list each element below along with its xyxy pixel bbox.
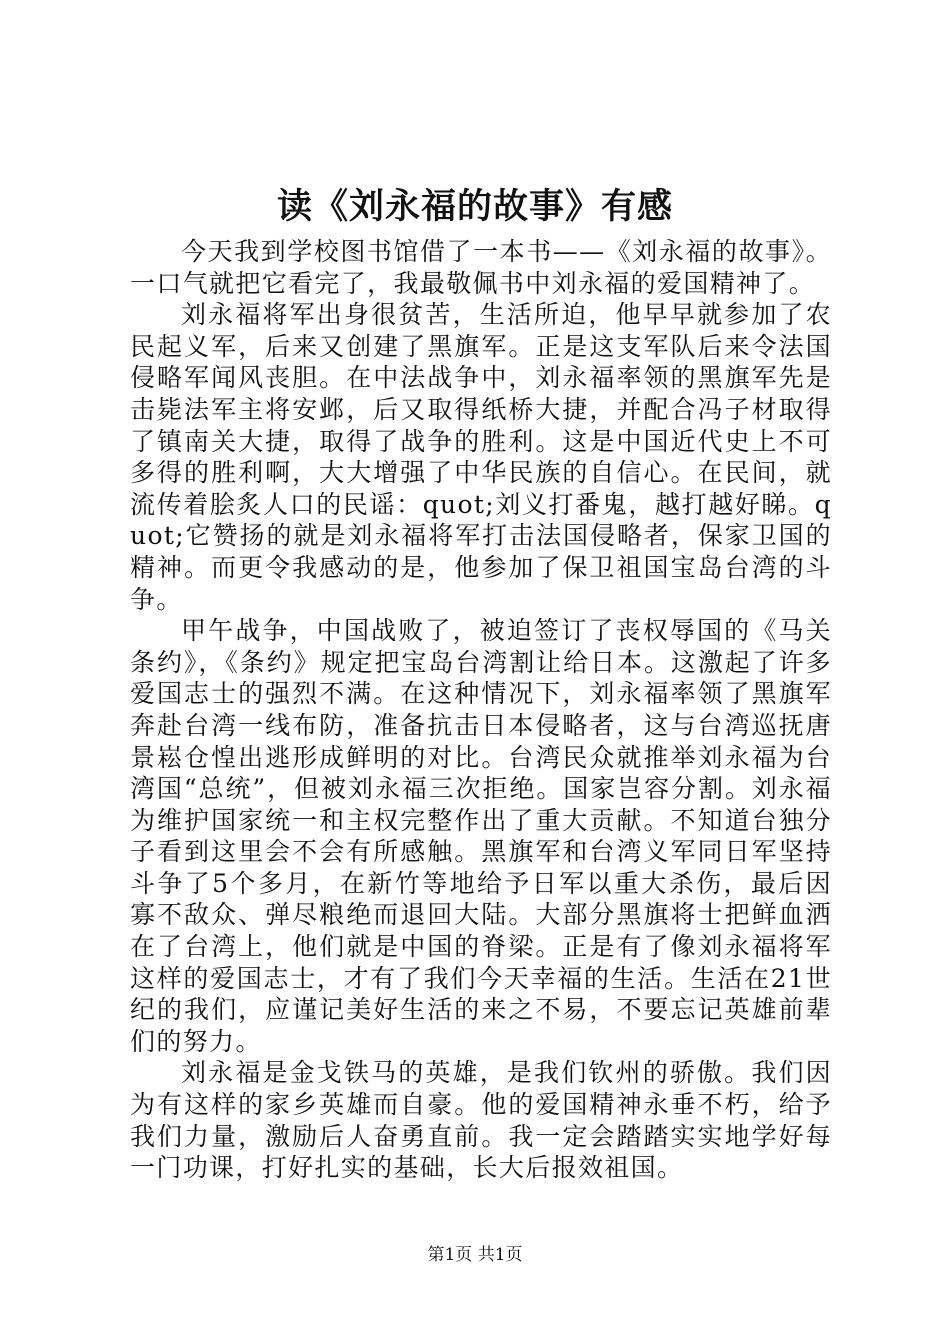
document-body xyxy=(130,236,832,1184)
paragraph-1: 今天我到学校图书馆借了一本书——《刘永福的故事》。一口气就把它看完了，我最敬佩书中刘永福的爱国精神了。 xyxy=(130,237,832,298)
paragraph-4: 刘永福是金戈铁马的英雄，是我们钦州的骄傲。我们因为有这样的家乡英雄而自豪。他的爱国精神永垂不朽，给予我们力量，激励后人奋勇直前。我一定会踏踏实实地学好每一门功课，打好扎实的基础，长大后报效祖国。 xyxy=(130,1058,832,1183)
page-number-footer: 第1页 共1页 xyxy=(427,1245,523,1265)
document-title: 读《刘永福的故事》有感 xyxy=(276,186,673,227)
paragraph-3: 甲午战争，中国战败了，被迫签订了丧权辱国的《马关条约》，《条约》规定把宝岛台湾割让给日本。这激起了许多爱国志士的强烈不满。在这种情况下，刘永福率领了黑旗军奔赴台湾一线布防，准备抗击日本侵略者，这与台湾巡抚唐景崧仓惶出逃形成鲜明的对比。台湾民众就推举刘永福为台湾国“总统”，但被刘永福三次拒绝。国家岂容分割。刘永福为维护国家统一和主权完整作出了重大贡献。不知道台独分子看到这里会不会有所感触。黑旗军和台湾义军同日军坚持斗争了5个多月，在新竹等地给予日军以重大杀伤，最后因寡不敌众、弹尽粮绝而退回大陆。大部分黑旗将士把鲜血洒在了台湾上，他们就是中国的脊梁。正是有了像刘永福将军这样的爱国志士，才有了我们今天幸福的生活。生活在21世纪的我们，应谨记美好生活的来之不易，不要忘记英雄前辈们的努力。 xyxy=(130,616,832,1056)
paragraph-2: 刘永福将军出身很贫苦，生活所迫，他早早就参加了农民起义军，后来又创建了黑旗军。正是这支军队后来令法国侵略军闻风丧胆。在中法战争中，刘永福率领的黑旗军先是击毙法军主将安邺，后又取得纸桥大捷，并配合冯子材取得了镇南关大捷，取得了战争的胜利。这是中国近代史上不可多得的胜利啊，大大增强了中华民族的自信心。在民间，就流传着脍炙人口的民谣：quot;刘义打番鬼，越打越好睇。quot;它赞扬的就是刘永福将军打击法国侵略者，保家卫国的精神。而更令我感动的是，他参加了保卫祖国宝岛台湾的斗争。 xyxy=(130,300,832,614)
